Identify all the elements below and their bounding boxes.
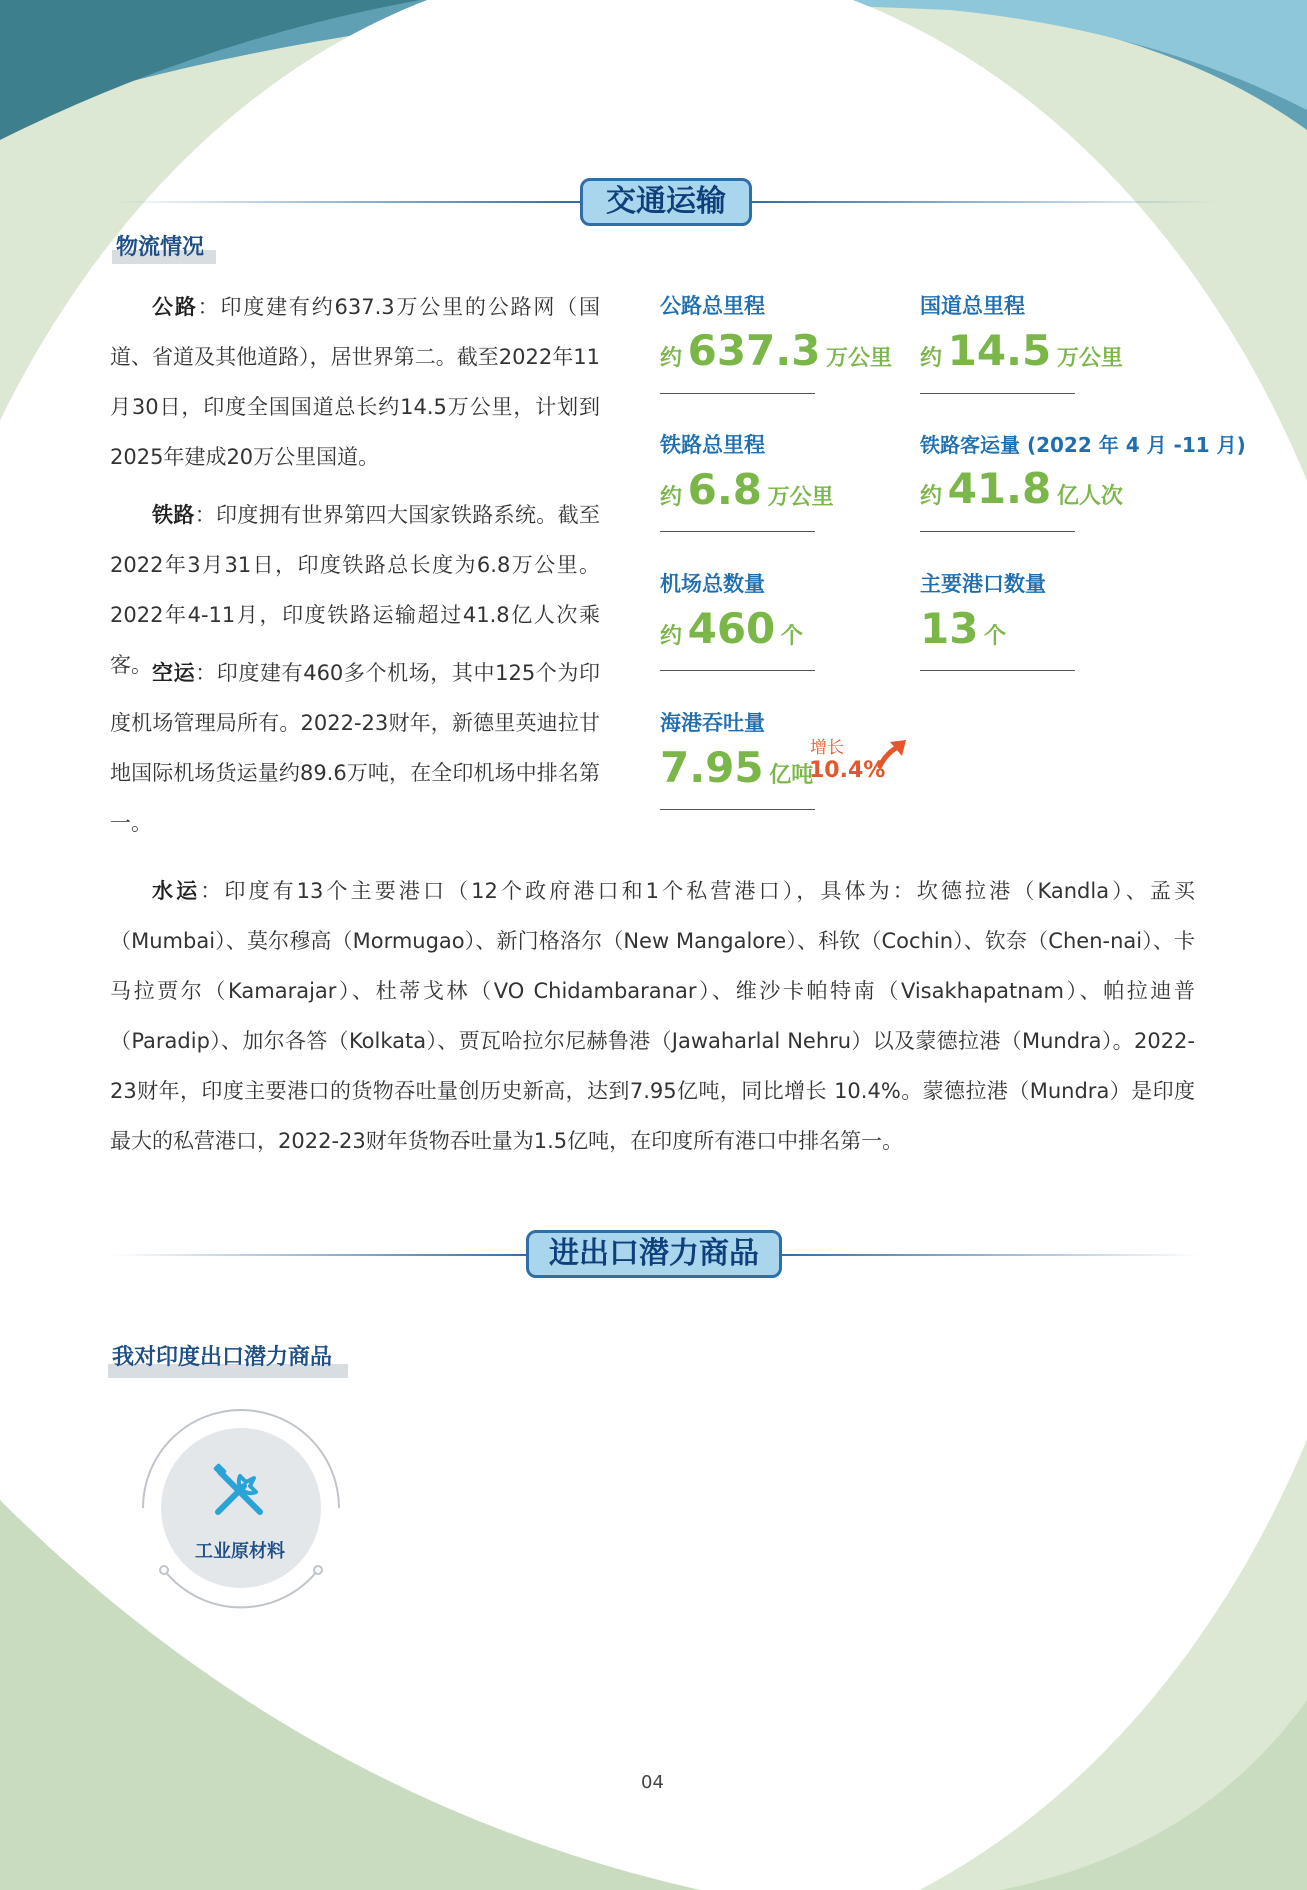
- stat-national-highway: [920, 290, 1123, 375]
- stat-value: 约 460 个: [660, 604, 803, 653]
- logistics-heading: 物流情况: [116, 235, 205, 260]
- page-number: 04: [641, 1772, 664, 1793]
- air-label: 空运: [152, 661, 196, 685]
- stat-rail-total: [660, 429, 834, 514]
- stat-seaport-throughput: [660, 707, 813, 792]
- section-title-transport: 交通运输: [580, 178, 752, 226]
- stat-divider: [920, 393, 1075, 394]
- stat-value: 约 637.3 万公里: [660, 326, 893, 375]
- water-label: 水运: [152, 879, 201, 903]
- water-paragraph: [110, 866, 1195, 1166]
- stat-value: 13 个: [920, 604, 1007, 653]
- section-line-left: [110, 201, 580, 203]
- water-text: ：印度有13个主要港口（12个政府港口和1个私营港口），具体为：坎德拉港（Kandla）、孟买（Mumbai）、莫尔穆高（Mormugao）、新门格洛尔（New Mangalore）、科钦（Cochin）、钦奈（Chen-nai）、卡马拉贾尔（Kamarajar）、杜蒂戈林（VO Chidambaranar）、维沙卡帕特南（Visakhapatnam）、帕拉迪普（Paradip）、加尔各答（Kolkata）、贾瓦哈拉尔尼赫鲁港（Jawaharlal Nehru）以及蒙德拉港（Mundra）。2022-23财年，印度主要港口的货物吞吐量创历史新高，达到7.95亿吨，同比增长 10.4%。蒙德拉港（Mundra）是印度最大的私营港口，2022-23财年货物吞吐量为1.5亿吨，在印度所有港口中排名第一。: [110, 879, 1196, 1153]
- stat-value: 约 6.8 万公里: [660, 465, 834, 514]
- stat-divider: [660, 393, 815, 394]
- section-title-export: 进出口潜力商品: [526, 1230, 782, 1278]
- stat-divider: [920, 670, 1075, 671]
- rail-label: 铁路: [152, 503, 195, 527]
- stat-label: 主要港口数量: [920, 572, 1046, 596]
- stat-divider: [660, 809, 815, 810]
- stat-label: 铁路总里程: [660, 433, 765, 457]
- air-paragraph: [110, 648, 600, 848]
- stat-major-ports: [920, 568, 1046, 653]
- air-text: ：印度建有460多个机场，其中125个为印度机场管理局所有。2022-23财年，新德里英迪拉甘地国际机场货运量约89.6万吨，在全印机场中排名第一。: [110, 661, 600, 835]
- stat-divider: [660, 670, 815, 671]
- section-line-right: [780, 1254, 1200, 1256]
- stat-rail-passengers: [920, 429, 1246, 513]
- stat-value: 约 14.5 万公里: [920, 326, 1123, 375]
- stat-road-total: [660, 290, 892, 375]
- section-line-left: [110, 1254, 530, 1256]
- stat-divider: [920, 531, 1075, 532]
- stat-label: 海港吞吐量: [660, 711, 765, 735]
- stat-value: 约 41.8 亿人次: [920, 464, 1123, 513]
- stat-label: 铁路客运量 (2022 年 4 月 -11 月): [920, 433, 1246, 457]
- stat-value: 7.95 亿吨: [660, 743, 814, 792]
- growth-label: 增长: [810, 738, 844, 758]
- road-text: ：印度建有约637.3万公里的公路网（国道、省道及其他道路），居世界第二。截至2022年11月30日，印度全国国道总长约14.5万公里，计划到2025年建成20万公里国道。: [110, 295, 601, 469]
- road-paragraph: [110, 282, 600, 482]
- stat-label: 国道总里程: [920, 294, 1025, 318]
- stat-label: 公路总里程: [660, 294, 765, 318]
- growth-arrow-icon: [876, 736, 910, 770]
- section-line-right: [750, 201, 1220, 203]
- export-heading: 我对印度出口潜力商品: [112, 1345, 333, 1370]
- stat-divider: [660, 531, 815, 532]
- stat-label: 机场总数量: [660, 572, 765, 596]
- category-label: 工业原材料: [195, 1541, 285, 1562]
- road-label: 公路: [152, 295, 198, 319]
- rail-text: ：印度拥有世界第四大国家铁路系统。截至2022年3月31日，印度铁路总长度为6.8万公里。2022年4-11月，印度铁路运输超过41.8亿人次乘客。: [110, 503, 601, 677]
- stat-airports: [660, 568, 803, 653]
- tools-icon: [210, 1462, 270, 1522]
- growth-value: 10.4%: [809, 758, 886, 783]
